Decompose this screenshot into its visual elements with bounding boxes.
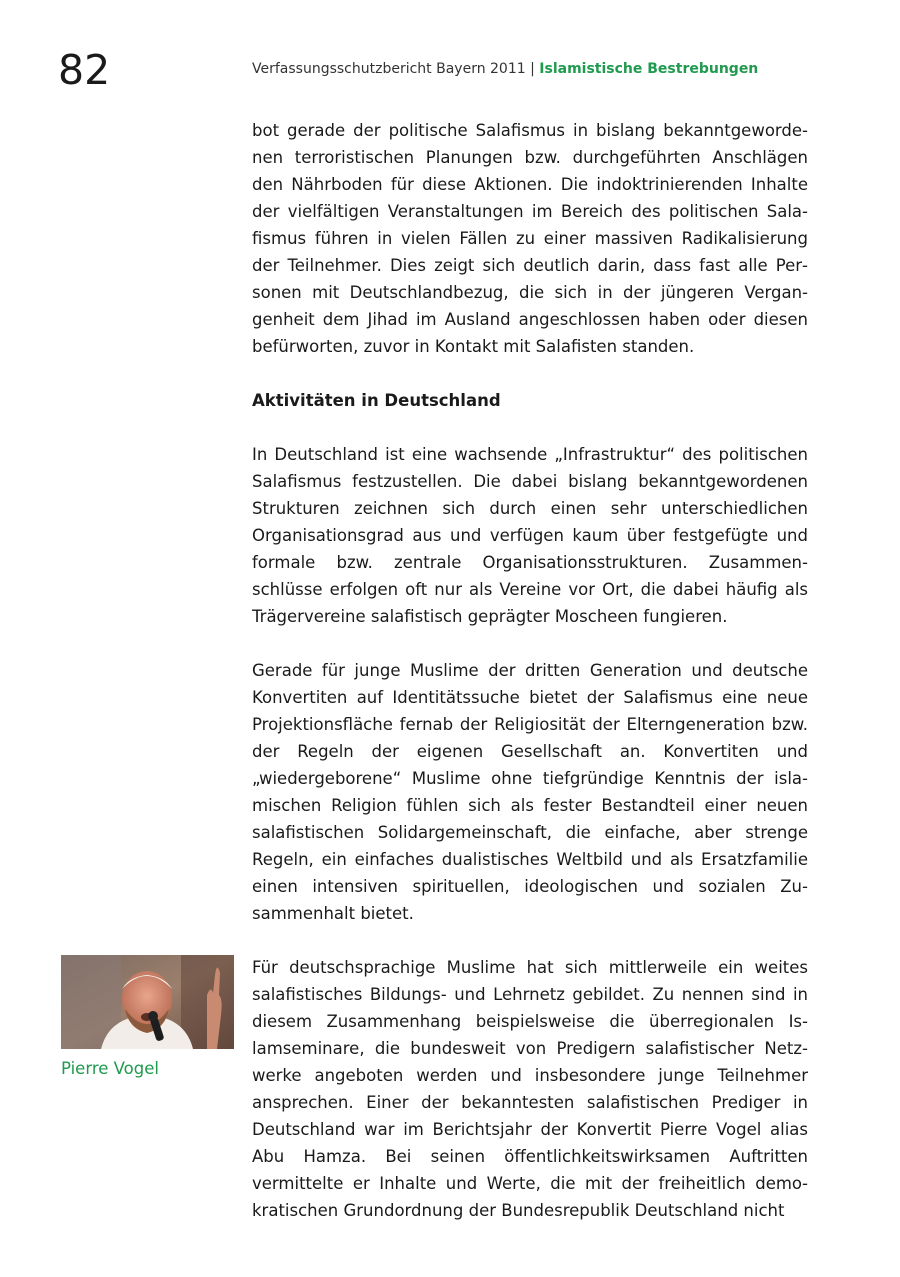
paragraph-infrastructure: In Deutschland ist eine wachsende „Infrastruktur“ des politischen Salafismus festzustellen. Die dabei bislang bekanntgewordenen Strukturen zeichnen sich durch einen sehr unterschiedlichen Organisationsgrad aus und verfügen kaum über festgefügte und formale bzw. zentrale Organisationsstrukturen. Zusammenschlüsse erfolgen oft nur als Vereine vor Ort, die dabei häufig als Trägervereine salafistisch geprägter Moscheen fungieren.: [252, 445, 808, 626]
paragraph-spacer: [252, 414, 808, 441]
section-heading: Aktivitäten in Deutschland: [252, 391, 501, 410]
paragraph-young-muslims: Gerade für junge Muslime der dritten Generation und deutsche Konvertiten auf Identitätssuche bietet der Salafismus eine neue Projektionsfläche fernab der Religiosität der Elterngeneration bzw. der Regeln der eigenen Gesellschaft an. Konvertiten und „wiedergeborene“ Muslime ohne tiefgründige Kenntnis der islamischen Religion fühlen sich als fester Bestandteil einer neuen salafistischen Solidargemeinschaft, die einfache, aber strenge Regeln, ein einfaches dualistisches Weltbild und als Ersatzfamilie einen intensiven spirituellen, ideologischen und sozialen Zusammenhalt bietet.: [252, 661, 808, 923]
speaker-photo: [61, 955, 234, 1049]
speaker-photo-image: [61, 955, 234, 1049]
intro-paragraph: bot gerade der politische Salafismus in bislang bekanntgewordenen terroristischen Planungen bzw. durchgeführten Anschlägen den Nährboden für diese Aktionen. Die indoktrinierenden Inhalte der vielfältigen Veranstaltungen im Bereich des politischen Salafismus führen in vielen Fällen zu einer massiven Radikalisierung der Teilnehmer. Dies zeigt sich deutlich darin, dass fast alle Personen mit Deutschlandbezug, die sich in der jüngeren Vergangenheit dem Jihad im Ausland angeschlossen haben oder diesen befürworten, zuvor in Kontakt mit Salafisten standen.: [252, 121, 808, 356]
paragraph-education-network: Für deutschsprachige Muslime hat sich mittlerweile ein weites salafistisches Bildungs- und Lehrnetz gebildet. Zu nennen sind in diesem Zusammenhang beispielsweise die überregionalen Islamseminare, die bundesweit von Predigern salafistischer Netzwerke angeboten werden und insbesondere junge Teilnehmer ansprechen. Einer der bekanntesten salafistischen Prediger in Deutschland war im Berichtsjahr der Konvertit Pierre Vogel alias Abu Hamza. Bei seinen öffentlichkeitswirksamen Auftritten vermittelte er Inhalte und Werte, die mit der freiheitlich demokratischen Grundordnung der Bundesrepublik Deutschland nicht: [252, 958, 808, 1220]
main-text-column: [252, 117, 808, 1224]
paragraph-spacer: [252, 360, 808, 387]
paragraph-spacer: [252, 630, 808, 657]
header-separator: |: [530, 61, 535, 77]
photo-caption: Pierre Vogel: [61, 1059, 159, 1078]
section-title: Islamistische Bestrebungen: [539, 61, 759, 77]
running-header: [252, 60, 758, 78]
paragraph-spacer: [252, 927, 808, 954]
page-number: 82: [58, 46, 111, 94]
report-title: Verfassungsschutzbericht Bayern 2011: [252, 61, 526, 77]
